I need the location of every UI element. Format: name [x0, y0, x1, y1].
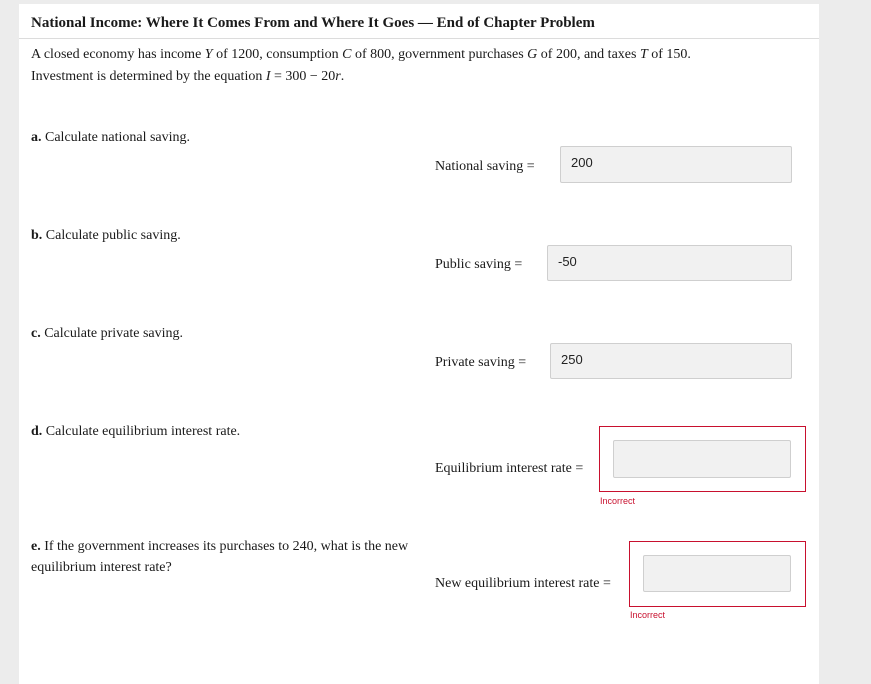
problem-card — [19, 4, 819, 684]
intro-text: = 300 − 20 — [270, 69, 336, 84]
equilibrium-rate-label: Equilibrium interest rate = — [435, 461, 584, 476]
var-c: C — [342, 47, 352, 62]
private-saving-label: Private saving = — [435, 355, 527, 370]
problem-statement — [31, 44, 801, 88]
intro-text: . — [340, 69, 345, 84]
question-text: Calculate public saving. — [45, 228, 181, 243]
question-text: If the government increases its purchases to 240, what is the new equilibrium interest rate? — [31, 539, 409, 575]
question-letter: b. — [31, 228, 43, 243]
var-i: I — [265, 69, 271, 84]
question-a — [31, 127, 421, 148]
var-t: T — [639, 47, 648, 62]
question-b — [31, 225, 421, 246]
new-equilibrium-rate-label: New equilibrium interest rate = — [435, 576, 611, 591]
question-c — [31, 323, 421, 344]
question-e — [31, 536, 421, 578]
question-letter: c. — [31, 326, 41, 341]
intro-text: of 200, and taxes — [537, 47, 640, 62]
var-g: G — [527, 47, 538, 62]
var-y: Y — [204, 47, 213, 62]
intro-text: of 150. — [647, 47, 691, 62]
question-d — [31, 421, 421, 442]
public-saving-input[interactable]: -50 — [547, 245, 792, 281]
question-letter: a. — [31, 130, 42, 145]
new-equilibrium-rate-input[interactable] — [643, 555, 791, 592]
national-saving-input[interactable]: 200 — [560, 146, 792, 183]
intro-text: Investment is determined by the equation — [31, 69, 266, 84]
question-text: Calculate equilibrium interest rate. — [45, 424, 241, 439]
intro-text: of 800, government purchases — [351, 47, 528, 62]
intro-text: of 1200, consumption — [212, 47, 343, 62]
intro-text: A closed economy has income — [31, 47, 205, 62]
incorrect-feedback: Incorrect — [630, 610, 666, 620]
question-text: Calculate private saving. — [44, 326, 184, 341]
public-saving-label: Public saving = — [435, 257, 523, 272]
incorrect-feedback: Incorrect — [600, 496, 636, 506]
equilibrium-rate-input[interactable] — [613, 440, 791, 478]
private-saving-input[interactable]: 250 — [550, 343, 792, 379]
var-r: r — [335, 69, 341, 84]
title-divider — [19, 38, 819, 39]
national-saving-label: National saving = — [435, 159, 535, 174]
question-letter: d. — [31, 424, 43, 439]
question-letter: e. — [31, 539, 41, 554]
question-text: Calculate national saving. — [45, 130, 191, 145]
problem-title: National Income: Where It Comes From and Where It Goes — End of Chapter Problem — [31, 15, 595, 31]
